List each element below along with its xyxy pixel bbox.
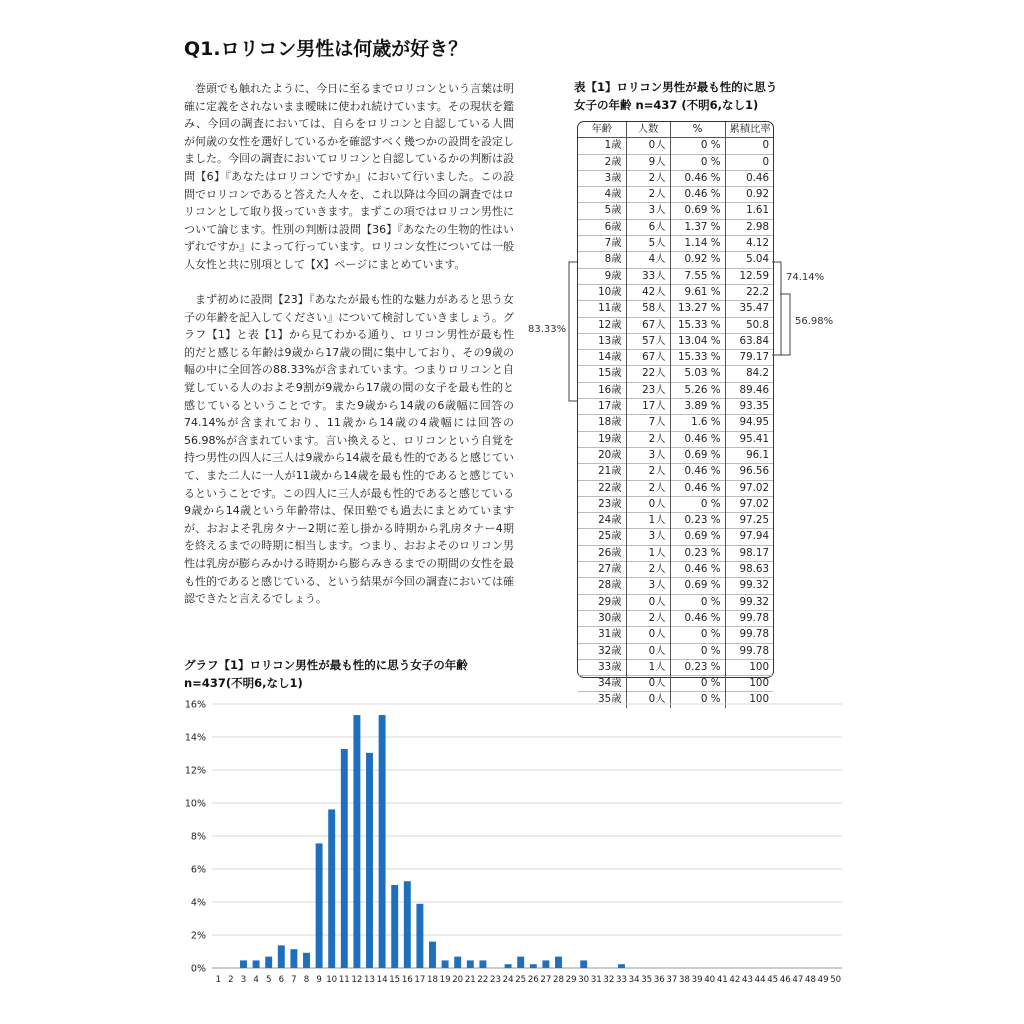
bar [429,942,436,968]
x-tick-label: 37 [666,975,678,985]
table-cell: 0.69 % [670,578,725,594]
bar [353,715,360,968]
table-cell: 18歳 [578,415,626,431]
table-cell: 0.23 % [670,659,725,675]
y-tick-label: 0% [190,963,206,975]
table-cell: 4歳 [578,187,626,203]
y-tick-label: 4% [190,897,206,909]
table-cell: 0 [725,154,773,170]
bracket-11-14 [780,294,790,355]
table-cell: 24歳 [578,513,626,529]
x-tick-label: 32 [603,975,615,985]
table-caption-line1: 表【1】ロリコン男性が最も性的に思う [574,80,778,94]
table-cell: 99.78 [725,643,773,659]
table-cell: 10歳 [578,284,626,300]
table-row [578,529,773,545]
table-cell: 1人 [626,545,670,561]
table-cell: 98.63 [725,562,773,578]
table-cell: 31歳 [578,627,626,643]
table-cell: 67人 [626,317,670,333]
table-row [578,562,773,578]
table-cell: 96.56 [725,464,773,480]
x-tick-label: 1 [215,975,222,985]
table-cell: 0 % [670,692,725,708]
x-tick-label: 49 [817,975,829,985]
x-tick-label: 29 [565,975,577,985]
bar [379,715,386,968]
table-cell: 26歳 [578,545,626,561]
table-cell: 99.78 [725,627,773,643]
table-cell: 0 % [670,594,725,610]
table-row [578,447,773,463]
page-title: Q1.ロリコン男性は何歳が好き？ [184,38,468,60]
table-cell: 0 % [670,643,725,659]
x-tick-label: 4 [253,975,259,985]
table-cell: 1.14 % [670,236,725,252]
table-cell: 0.46 % [670,187,725,203]
table-cell: 5人 [626,236,670,252]
bar [303,953,310,968]
table-cell: 28歳 [578,578,626,594]
table-cell: 0人 [626,676,670,692]
table-row [578,252,773,268]
table-cell: 2人 [626,480,670,496]
x-tick-label: 26 [527,975,539,985]
table-cell: 5.03 % [670,366,725,382]
table-cell: 13.04 % [670,333,725,349]
table-cell: 2人 [626,610,670,626]
bar [240,960,247,968]
x-tick-label: 40 [704,975,716,985]
table-cell: 3.89 % [670,399,725,415]
table-cell: 2歳 [578,154,626,170]
table-cell: 2.98 [725,219,773,235]
bar [618,964,625,968]
table-header-cell: 年齢 [578,122,626,138]
table-cell: 35.47 [725,301,773,317]
table-cell: 9歳 [578,268,626,284]
age-table [577,121,774,706]
table-row [578,399,773,415]
table-cell: 5.26 % [670,382,725,398]
bracket-label-74: 74.14% [786,272,825,283]
table-cell: 25歳 [578,529,626,545]
table-cell: 8歳 [578,252,626,268]
table-cell: 94.95 [725,415,773,431]
x-tick-label: 13 [364,975,375,985]
table-cell: 1歳 [578,138,626,154]
table-cell: 4人 [626,252,670,268]
bar [253,960,260,968]
table-cell: 57人 [626,333,670,349]
x-tick-label: 2 [228,975,234,985]
chart-caption [184,656,468,692]
table-row [578,203,773,219]
analysis-paragraph: まず初めに設問【23】『あなたが最も性的な魅力があると思う女子の年齢を記入してください』について検討していきましょう。グラフ【1】と表【1】から見てわかる通り、ロリコン男性が最も性的だと感じる年齢は9歳から17歳の間に集中しており、その9歳の幅の中に全回答の88.33%が含まれています。つまりロリコンと自覚している人のおよそ9割が9歳から17歳の間の女子を最も性的と感じているということです。また9歳から14歳の6歳幅に回答の74.14%が含まれており、11歳から14歳の4歳幅には回答の56.98%が含まれています。言い換えると、ロリコンという自覚を持つ男性の四人に三人は9歳から14歳を最も性的であると感じていて、また二人に一人が11歳から14歳を最も性的であると感じているということです。この四人に三人が最も性的であると感じている9歳から14歳という年齢帯は、保田塾でも過去にまとめていますが、おおよそ乳房タナー2期に差し掛かる時期から乳房タナー4期を終えるまでの時期に相当します。つまり、おおよそのロリコン男性は乳房が膨らみかける時期から膨らみきるまでの期間の女性を最も性的であると感じている、という結果が今回の調査においては確認できたと言えるでしょう。 [184,293,514,606]
table-caption [574,78,777,114]
table-cell: 84.2 [725,366,773,382]
table-cell: 27歳 [578,562,626,578]
table-row [578,627,773,643]
table-cell: 95.41 [725,431,773,447]
x-tick-label: 7 [291,975,297,985]
table-cell: 97.02 [725,480,773,496]
bar [555,957,562,968]
table-row [578,366,773,382]
bar [454,957,461,968]
table-cell: 2人 [626,431,670,447]
table-cell: 20歳 [578,447,626,463]
table-row [578,513,773,529]
x-tick-label: 5 [265,975,272,985]
bracket-9-17 [569,262,577,401]
table-cell: 12.59 [725,268,773,284]
bar [505,964,512,968]
table-cell: 0 [725,138,773,154]
x-tick-label: 14 [376,975,388,985]
table-cell: 0 % [670,496,725,512]
table-cell: 3人 [626,203,670,219]
table-cell: 13.27 % [670,301,725,317]
table-cell: 0.46 [725,170,773,186]
table-cell: 14歳 [578,350,626,366]
table-cell: 0.23 % [670,545,725,561]
table-cell: 23人 [626,382,670,398]
table-cell: 67人 [626,350,670,366]
table-row [578,480,773,496]
x-tick-label: 30 [578,975,590,985]
table-header-cell: 累積比率 [725,122,773,138]
table-row [578,545,773,561]
x-tick-label: 3 [240,975,247,985]
table-cell: 58人 [626,301,670,317]
x-tick-label: 8 [303,975,310,985]
x-tick-label: 20 [452,975,464,985]
table-cell: 99.78 [725,610,773,626]
table-cell: 0.69 % [670,203,725,219]
table-cell: 5.04 [725,252,773,268]
x-tick-label: 28 [553,975,564,985]
table-cell: 99.32 [725,594,773,610]
age-bar-chart [180,695,850,990]
table-cell: 99.32 [725,578,773,594]
table-cell: 7人 [626,415,670,431]
table-cell: 63.84 [725,333,773,349]
table-cell: 96.1 [725,447,773,463]
x-tick-label: 46 [779,975,791,985]
table-cell: 0.46 % [670,431,725,447]
bar [517,957,524,968]
table-cell: 0人 [626,496,670,512]
x-tick-label: 31 [590,975,602,985]
table-row [578,350,773,366]
table-cell: 79.17 [725,350,773,366]
table-cell: 42人 [626,284,670,300]
bar [341,749,348,968]
x-tick-label: 38 [679,975,690,985]
table-cell: 0.46 % [670,480,725,496]
table-cell: 6歳 [578,219,626,235]
table-cell: 0人 [626,627,670,643]
bar [328,809,335,968]
table-cell: 1.6 % [670,415,725,431]
bar [416,904,423,968]
table-cell: 3歳 [578,170,626,186]
x-tick-label: 25 [515,975,527,985]
table-cell: 0.46 % [670,464,725,480]
x-tick-label: 19 [439,975,451,985]
table-row [578,594,773,610]
table-cell: 0人 [626,643,670,659]
table-cell: 11歳 [578,301,626,317]
table-cell: 23歳 [578,496,626,512]
x-tick-label: 33 [616,975,627,985]
x-tick-label: 36 [653,975,665,985]
x-tick-label: 50 [830,975,842,985]
x-tick-label: 39 [691,975,703,985]
y-tick-label: 10% [184,798,206,810]
bar [278,945,285,968]
table-cell: 89.46 [725,382,773,398]
table-row [578,187,773,203]
table-cell: 16歳 [578,382,626,398]
x-tick-label: 24 [502,975,514,985]
table-row [578,236,773,252]
table-cell: 6人 [626,219,670,235]
table-cell: 22人 [626,366,670,382]
table-cell: 0.69 % [670,447,725,463]
table-cell: 5歳 [578,203,626,219]
table-cell: 17歳 [578,399,626,415]
bar [580,960,587,968]
x-tick-label: 22 [477,975,489,985]
table-row [578,496,773,512]
table-cell: 98.17 [725,545,773,561]
table-cell: 22.2 [725,284,773,300]
x-tick-label: 45 [767,975,779,985]
table-cell: 0.46 % [670,610,725,626]
table-cell: 3人 [626,578,670,594]
x-tick-label: 18 [427,975,438,985]
table-row [578,284,773,300]
bar [316,843,323,968]
table-cell: 15歳 [578,366,626,382]
table-cell: 17人 [626,399,670,415]
table-cell: 15.33 % [670,317,725,333]
table-row [578,464,773,480]
x-tick-label: 35 [641,975,653,985]
table-cell: 100 [725,659,773,675]
table-cell: 0人 [626,138,670,154]
table-cell: 0.92 [725,187,773,203]
table-cell: 7.55 % [670,268,725,284]
table-cell: 93.35 [725,399,773,415]
table-cell: 100 [725,676,773,692]
table-cell: 3人 [626,529,670,545]
x-tick-label: 16 [401,975,413,985]
table-cell: 1.37 % [670,219,725,235]
x-tick-label: 27 [540,975,552,985]
bar [366,753,373,968]
table-cell: 33人 [626,268,670,284]
table-row [578,610,773,626]
table-cell: 50.8 [725,317,773,333]
intro-paragraph: 巻頭でも触れたように、今日に至るまでロリコンという言葉は明確に定義をされないまま曖昧に使われ続けています。その現状を鑑み、今回の調査においては、自らをロリコンと自認している人間が何歳の女性を選好しているかを確認すべく幾つかの設問を設定しました。今回の調査においてロリコンと自認しているかの判断は設問【6】『あなたはロリコンですか』において行いました。この設問でロリコンであると答えた人々を、これ以降は今回の調査ではロリコンとして取り扱っていきます。まずこの項ではロリコン男性について論じます。性別の判断は設問【36】『あなたの生物的性はいずれですか』によって行っています。ロリコン女性については一般人女性と共に別項として【X】ページにまとめています。 [184,82,514,271]
table-cell: 3人 [626,447,670,463]
table-header-row [578,122,773,138]
table-cell: 32歳 [578,643,626,659]
table-cell: 2人 [626,187,670,203]
table-cell: 33歳 [578,659,626,675]
table-cell: 35歳 [578,692,626,708]
bar [542,960,549,968]
table-cell: 97.94 [725,529,773,545]
x-tick-label: 21 [464,975,476,985]
x-tick-label: 9 [316,975,322,985]
table-header-cell: 人数 [626,122,670,138]
y-tick-label: 6% [190,864,206,876]
table-cell: 0.92 % [670,252,725,268]
table-cell: 7歳 [578,236,626,252]
bar [404,881,411,968]
table-cell: 9.61 % [670,284,725,300]
y-tick-label: 8% [190,831,206,843]
table-cell: 97.02 [725,496,773,512]
table-cell: 0 % [670,154,725,170]
bar [265,957,272,968]
bar [467,960,474,968]
table-cell: 21歳 [578,464,626,480]
table-cell: 0.46 % [670,562,725,578]
table-row [578,643,773,659]
x-tick-label: 48 [805,975,816,985]
table-cell: 9人 [626,154,670,170]
table-cell: 0 % [670,138,725,154]
x-tick-label: 10 [326,975,338,985]
table-row [578,659,773,675]
table-row [578,301,773,317]
table-cell: 0.69 % [670,529,725,545]
table-cell: 97.25 [725,513,773,529]
table-cell: 2人 [626,464,670,480]
y-tick-label: 2% [190,930,206,942]
x-tick-label: 23 [490,975,501,985]
table-cell: 15.33 % [670,350,725,366]
x-tick-label: 11 [338,975,350,985]
table-row [578,154,773,170]
bar [391,885,398,968]
x-tick-label: 17 [414,975,426,985]
table-row [578,676,773,692]
table-cell: 2人 [626,170,670,186]
table-caption-line2: 女子の年齢 n=437 (不明6,なし1) [574,98,759,112]
y-tick-label: 16% [184,699,206,711]
x-tick-label: 15 [389,975,401,985]
table-cell: 0 % [670,627,725,643]
table-row [578,268,773,284]
x-tick-label: 34 [628,975,640,985]
table-cell: 22歳 [578,480,626,496]
table-cell: 30歳 [578,610,626,626]
table-cell: 12歳 [578,317,626,333]
bar [290,949,297,968]
chart-caption-line2: n=437(不明6,なし1) [184,676,303,690]
y-tick-label: 12% [184,765,206,777]
table-row [578,578,773,594]
table-row [578,170,773,186]
y-tick-label: 14% [184,732,206,744]
table-header-cell: % [670,122,725,138]
x-tick-label: 42 [729,975,741,985]
table-cell: 0 % [670,676,725,692]
table-row [578,219,773,235]
bar [530,964,537,968]
table-cell: 0.23 % [670,513,725,529]
table-row [578,138,773,154]
table-cell: 1人 [626,513,670,529]
table-body [578,138,773,708]
table-cell: 13歳 [578,333,626,349]
table-row [578,382,773,398]
table-cell: 2人 [626,562,670,578]
chart-caption-line1: グラフ【1】ロリコン男性が最も性的に思う女子の年齢 [184,658,468,672]
table-cell: 1人 [626,659,670,675]
bar [479,960,486,968]
table-cell: 0人 [626,692,670,708]
table-row [578,415,773,431]
table-cell: 19歳 [578,431,626,447]
bracket-label-57: 56.98% [795,316,834,327]
bracket-label-83: 83.33% [528,324,567,335]
x-tick-label: 44 [754,975,766,985]
table-cell: 4.12 [725,236,773,252]
table-cell: 0人 [626,594,670,610]
bar [442,960,449,968]
x-tick-label: 41 [716,975,728,985]
table-cell: 0.46 % [670,170,725,186]
x-tick-label: 6 [278,975,285,985]
table-row [578,431,773,447]
table-cell: 34歳 [578,676,626,692]
x-tick-label: 47 [792,975,804,985]
table-cell: 29歳 [578,594,626,610]
table-cell: 1.61 [725,203,773,219]
x-tick-label: 12 [351,975,363,985]
table-cell: 100 [725,692,773,708]
table-row [578,333,773,349]
table-row [578,317,773,333]
x-tick-label: 43 [742,975,753,985]
